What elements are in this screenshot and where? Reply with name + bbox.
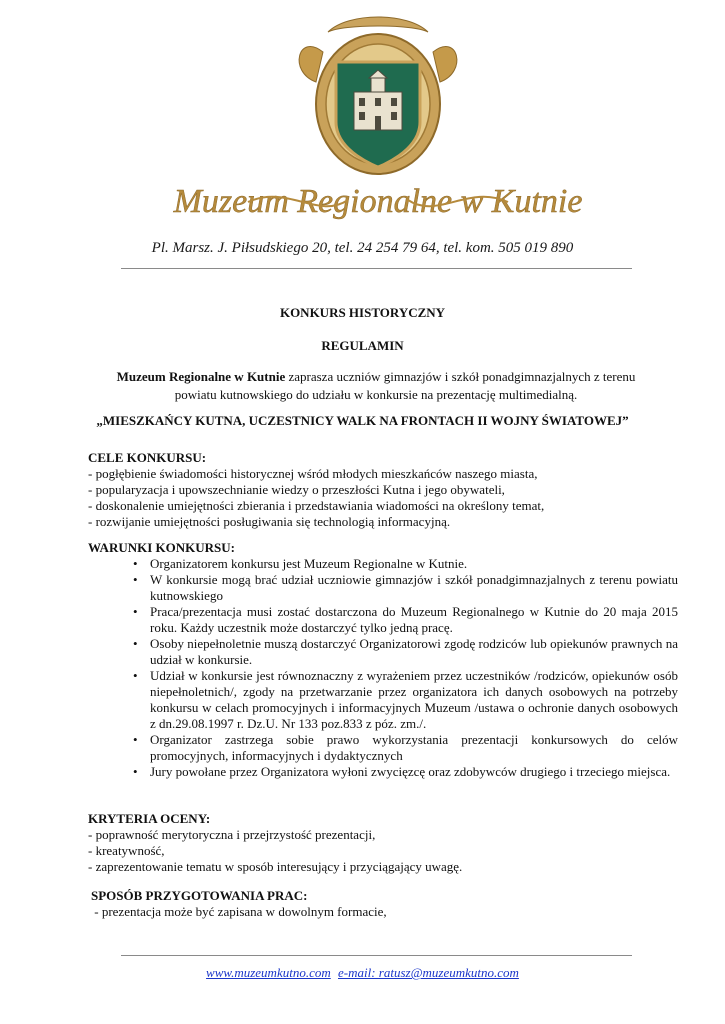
bullet-icon: • <box>133 636 138 651</box>
competition-name: „MIESZKAŃCY KUTNA, UCZESTNICY WALK NA FRONTACH II WOJNY ŚWIATOWEJ” <box>96 413 629 428</box>
conditions-list <box>88 556 678 780</box>
bullet-icon: • <box>133 732 138 747</box>
conditions-item-text: Jury powołane przez Organizatora wyłoni zwycięzcę oraz zdobywców drugiego i trzeciego miejsca. <box>150 764 671 779</box>
conditions-item <box>88 764 678 780</box>
intro-paragraph <box>100 368 652 404</box>
criteria-item: - kreatywność, <box>88 843 165 858</box>
intro-bold-name: Muzeum Regionalne w Kutnie <box>116 369 286 384</box>
header-divider <box>121 268 632 269</box>
intro-text-line2: powiatu kutnowskiego do udziału w konkursie na prezentację multimedialną. <box>174 387 578 402</box>
website-link[interactable]: www.muzeumkutno.com <box>206 965 331 980</box>
bullet-icon: • <box>133 668 138 683</box>
goals-item: - popularyzacja i upowszechnianie wiedzy o przeszłości Kutna i jego obywateli, <box>88 482 505 497</box>
goals-item: - pogłębienie świadomości historycznej wśród młodych mieszkańców naszego miasta, <box>88 466 538 481</box>
conditions-item <box>88 636 678 668</box>
goals-heading: CELE KONKURSU: <box>88 450 207 465</box>
address-line: Pl. Marsz. J. Piłsudskiego 20, tel. 24 254 79 64, tel. kom. 505 019 890 <box>151 240 574 256</box>
conditions-heading: WARUNKI KONKURSU: <box>88 540 235 555</box>
goals-section <box>88 449 678 530</box>
criteria-item: - poprawność merytoryczna i przejrzystość prezentacji, <box>88 827 376 842</box>
goals-item: - rozwijanie umiejętności posługiwania się technologią informacyjną. <box>88 514 451 529</box>
goals-item: - doskonalenie umiejętności zbierania i przedstawiania wiadomości na określony temat, <box>88 498 545 513</box>
bullet-icon: • <box>133 572 138 587</box>
logo-script-text: Muzeum Regionalne w Kutnie <box>173 183 583 220</box>
preparation-section <box>91 887 681 920</box>
email-link[interactable]: e-mail: ratusz@muzeumkutno.com <box>338 965 519 980</box>
conditions-item-text: Osoby niepełnoletnie muszą dostarczyć Organizatorowi zgodę rodziców lub opiekunów prawnych na udział w konkursie. <box>150 636 678 667</box>
bullet-icon: • <box>133 604 138 619</box>
criteria-section <box>88 810 678 875</box>
conditions-item <box>88 732 678 764</box>
footer-divider <box>121 955 632 956</box>
criteria-heading: KRYTERIA OCENY: <box>88 811 211 826</box>
document-title: KONKURS HISTORYCZNY <box>279 305 446 320</box>
document-subtitle: REGULAMIN <box>321 338 404 353</box>
bullet-icon: • <box>133 764 138 779</box>
conditions-item <box>88 668 678 732</box>
conditions-item-text: W konkursie mogą brać udział uczniowie gimnazjów i szkół ponadgimnazjalnych z terenu powiatu kutnowskiego <box>150 572 678 603</box>
preparation-heading: SPOSÓB PRZYGOTOWANIA PRAC: <box>91 888 308 903</box>
conditions-item <box>88 572 678 604</box>
conditions-item <box>88 604 678 636</box>
conditions-item-text: Praca/prezentacja musi zostać dostarczona do Muzeum Regionalnego w Kutnie do 20 maja 2015 roku. Każdy uczestnik może dostarczyć tylko jedną pracę. <box>150 604 678 635</box>
conditions-item-text: Udział w konkursie jest równoznaczny z wyrażeniem przez uczestników /rodziców, opiekunów osób niepełnoletnich/, zgody na przetwarzanie przez organizatora ich danych osobowych na potrzeby konkursu w celach promocyjnych i informacyjnych Muzeum /ustawa o ochronie danych osobowych z dn.29.08.1997 r. Dz.U. Nr 133 poz.833 z póz. zm./. <box>150 668 678 731</box>
bullet-icon: • <box>133 556 138 571</box>
conditions-section <box>88 539 678 780</box>
conditions-item-text: Organizator zastrzega sobie prawo wykorzystania prezentacji konkursowych do celów promocyjnych, informacyjnych i dydaktycznych <box>150 732 678 763</box>
preparation-item: - prezentacja może być zapisana w dowolnym formacie, <box>91 904 387 919</box>
conditions-item <box>88 556 678 572</box>
intro-text-line1: zaprasza uczniów gimnazjów i szkół ponadgimnazjalnych z terenu <box>285 369 636 384</box>
footer <box>0 965 725 981</box>
conditions-item-text: Organizatorem konkursu jest Muzeum Regionalne w Kutnie. <box>150 556 468 571</box>
criteria-item: - zaprezentowanie tematu w sposób interesujący i przyciągający uwagę. <box>88 859 463 874</box>
museum-logo <box>173 12 583 227</box>
